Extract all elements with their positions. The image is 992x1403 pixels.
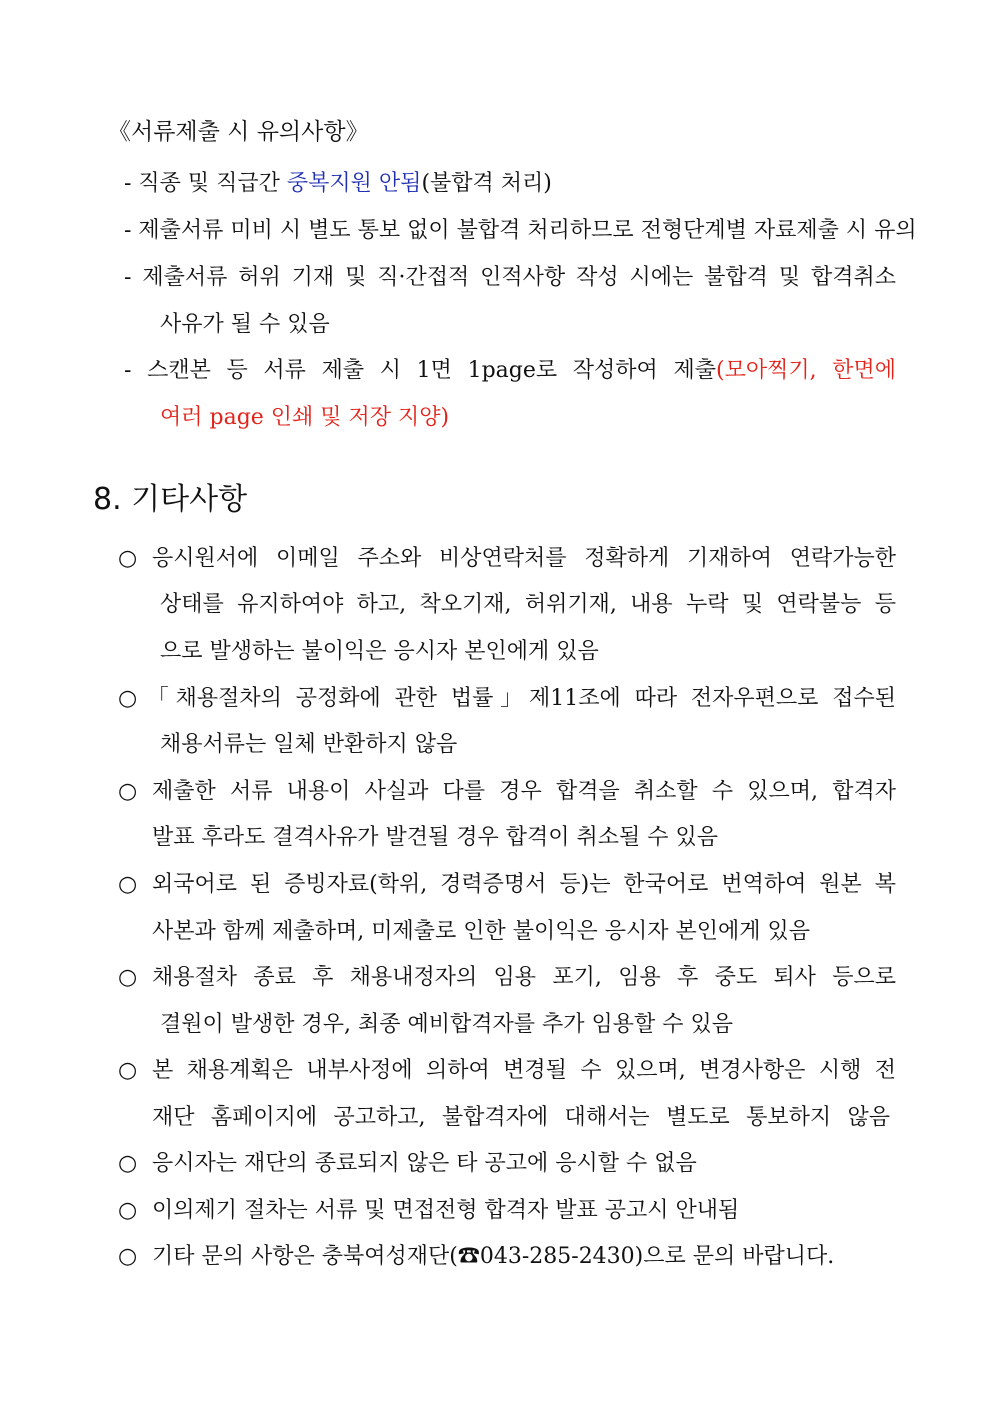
- notice-title: 《서류제출 시 유의사항》: [108, 119, 369, 145]
- notice-item-4-line2: 여러 page 인쇄 및 저장 지양): [160, 405, 450, 430]
- bullet-icon: ○: [118, 1151, 138, 1176]
- etc-item-2-text: 「채용절차의 공정화에 관한 법률」제11조에 따라 전자우편으로 접수된: [140, 686, 896, 711]
- bullet-icon: ○: [118, 872, 138, 897]
- etc-item-2-line2: 채용서류는 일체 반환하지 않음: [160, 732, 458, 757]
- etc-item-8-text: 이의제기 절차는 서류 및 면접전형 합격자 발표 공고시 안내됨: [152, 1198, 740, 1223]
- etc-item-5-text: 채용절차 종료 후 채용내정자의 임용 포기, 임용 후 중도 퇴사 등으로: [152, 965, 896, 990]
- etc-item-7-line1: [118, 1150, 697, 1178]
- bullet-icon: ○: [118, 546, 138, 571]
- etc-item-9-line1: [118, 1243, 834, 1271]
- etc-item-5-line2: 결원이 발생한 경우, 최종 예비합격자를 추가 임용할 수 있음: [160, 1012, 733, 1037]
- section-title: 8. 기타사항: [93, 482, 248, 517]
- etc-item-9-text: 기타 문의 사항은 충북여성재단(☎043-285-2430)으로 문의 바랍니다.: [152, 1244, 835, 1269]
- bullet-icon: ○: [118, 1198, 138, 1223]
- notice-item-2: - 제출서류 미비 시 별도 통보 없이 불합격 처리하므로 전형단계별 자료제출 시 유의: [124, 218, 917, 243]
- etc-item-6-text: 본 채용계획은 내부사정에 의하여 변경될 수 있으며, 변경사항은 시행 전: [152, 1058, 896, 1083]
- notice-item-3-line2: 사유가 될 수 있음: [160, 312, 330, 337]
- etc-item-6-line2: 재단 홈페이지에 공고하고, 불합격자에 대해서는 별도로 통보하지 않음: [152, 1105, 890, 1130]
- notice-item-4-pre: - 스캔본 등 서류 제출 시 1면 1page로 작성하여 제출: [124, 358, 716, 383]
- etc-item-4-line2: 사본과 함께 제출하며, 미제출로 인한 불이익은 응시자 본인에게 있음: [152, 919, 810, 944]
- etc-item-4-line1: [118, 871, 896, 899]
- etc-item-5-line1: [118, 964, 896, 992]
- bullet-icon: ○: [118, 779, 138, 804]
- bullet-icon: ○: [118, 965, 138, 990]
- notice-item-3-line1: - 제출서류 허위 기재 및 직·간접적 인적사항 작성 시에는 불합격 및 합격취소: [124, 265, 896, 290]
- etc-item-2-line1: [118, 685, 896, 713]
- notice-item-1-post: (불합격 처리): [421, 171, 552, 196]
- etc-item-1-line1: [118, 545, 896, 573]
- notice-item-4-red: (모아찍기, 한면에: [715, 358, 896, 383]
- etc-item-3-line1: [118, 778, 896, 806]
- bullet-icon: ○: [118, 1244, 138, 1269]
- etc-item-4-text: 외국어로 된 증빙자료(학위, 경력증명서 등)는 한국어로 번역하여 원본 복: [152, 872, 896, 897]
- etc-item-8-line1: [118, 1197, 739, 1225]
- etc-item-6-line1: [118, 1057, 896, 1085]
- etc-item-1-line2: 상태를 유지하여야 하고, 착오기재, 허위기재, 내용 누락 및 연락불능 등: [160, 592, 896, 617]
- bullet-icon: ○: [118, 1058, 138, 1083]
- notice-item-1: [124, 170, 552, 198]
- etc-item-7-text: 응시자는 재단의 종료되지 않은 타 공고에 응시할 수 없음: [152, 1151, 697, 1176]
- notice-item-1-highlight: 중복지원 안됨: [286, 171, 422, 196]
- etc-item-3-text: 제출한 서류 내용이 사실과 다를 경우 합격을 취소할 수 있으며, 합격자: [152, 779, 896, 804]
- etc-item-1-text: 응시원서에 이메일 주소와 비상연락처를 정확하게 기재하여 연락가능한: [152, 546, 896, 571]
- etc-item-1-line3: 으로 발생하는 불이익은 응시자 본인에게 있음: [160, 639, 599, 664]
- etc-item-3-line2: 발표 후라도 결격사유가 발견될 경우 합격이 취소될 수 있음: [152, 825, 718, 850]
- notice-item-4-line1: [124, 357, 896, 385]
- notice-item-1-pre: - 직종 및 직급간: [124, 171, 287, 196]
- bullet-icon: ○: [118, 686, 138, 711]
